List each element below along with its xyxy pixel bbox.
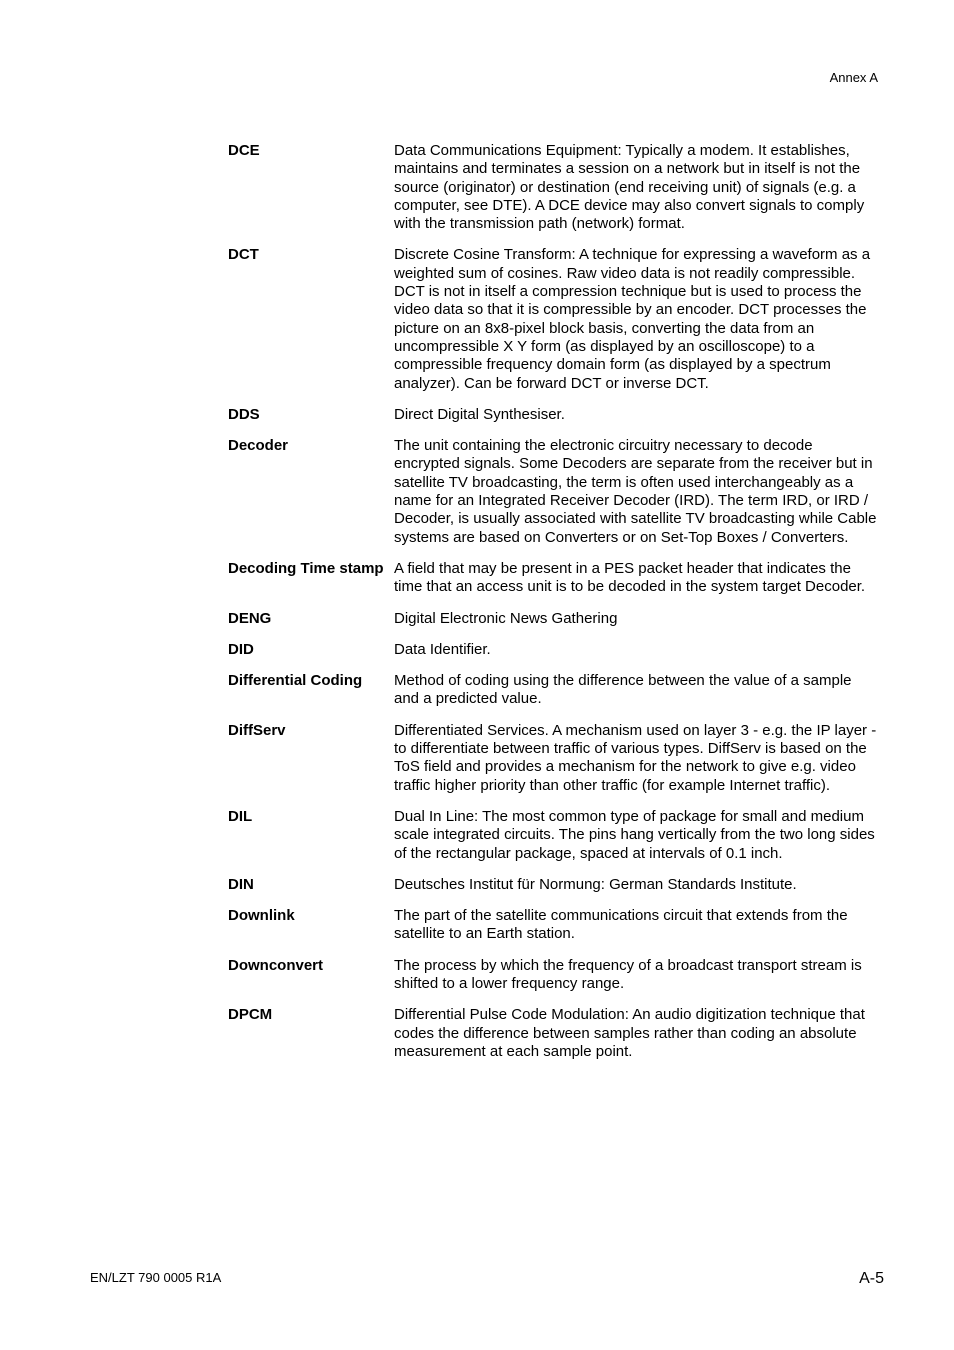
glossary-term: DIN — [228, 875, 254, 893]
glossary-term: DCE — [228, 142, 260, 159]
glossary-entry — [228, 641, 880, 659]
glossary-definition: The unit containing the electronic circuitry necessary to decode encrypted signals. Some Decoders are separate from the receiver but in satellite TV broadcasting, the term is often used interchangeably as a name for an Integrated Receiver Decoder (IRD). The term IRD, or IRD / Decoder, is usually associated with satellite TV broadcasting while Cable systems are based on Converters or on Set-Top Boxes / Converters. — [394, 437, 877, 546]
glossary-definition: Direct Digital Synthesiser. — [394, 405, 565, 423]
glossary-term: Decoder — [228, 437, 289, 455]
glossary-definition: The part of the satellite communications circuit that extends from the satellite to an Earth station. — [394, 907, 848, 943]
document-id: EN/LZT 790 0005 R1A — [90, 1270, 222, 1285]
glossary-definition: Data Communications Equipment: Typically a modem. It establishes, maintains and terminates a session on a network but in itself is not the source (originator) or destination (end receiving unit) of signals (e.g. a computer, see DTE). A DCE device may also convert signals to comply with the transmission path (network) format. — [394, 142, 865, 233]
glossary-entry — [228, 610, 880, 628]
glossary-definition: Differentiated Services. A mechanism used on layer 3 - e.g. the IP layer - to differentiate between traffic of various types. DiffServ is based on the ToS field and provides a mechanism for the network to give e.g. video traffic higher priority than other traffic (for example Internet traffic). — [394, 721, 877, 794]
running-header: Annex A — [829, 70, 878, 85]
glossary-entry — [228, 246, 880, 392]
glossary-definition: A field that may be present in a PES packet header that indicates the time that an access unit is to be decoded in the system target Decoder. — [394, 559, 866, 596]
glossary-term: DID — [228, 640, 254, 658]
glossary-entry — [228, 560, 880, 597]
glossary-definition: Method of coding using the difference between the value of a sample and a predicted value. — [394, 672, 852, 708]
glossary-term: DiffServ — [228, 721, 286, 739]
glossary-term: DDS — [228, 405, 260, 423]
glossary-list — [228, 142, 880, 1074]
glossary-term: DCT — [228, 246, 259, 264]
glossary-definition: Data Identifier. — [394, 640, 491, 658]
glossary-entry — [228, 957, 880, 994]
glossary-definition: The process by which the frequency of a broadcast transport stream is shifted to a lower frequency range. — [394, 956, 862, 992]
glossary-definition: Dual In Line: The most common type of package for small and medium scale integrated circuits. The pins hang vertically from the two long sides of the rectangular package, spaced at intervals of 0.1 inch. — [394, 807, 875, 862]
glossary-term: Differential Coding — [228, 672, 363, 690]
glossary-entry — [228, 876, 880, 894]
glossary-entry — [228, 672, 880, 709]
glossary-definition: Deutsches Institut für Normung: German Standards Institute. — [394, 875, 797, 893]
glossary-entry — [228, 142, 880, 233]
glossary-term: Downconvert — [228, 956, 324, 974]
glossary-term: Downlink — [228, 907, 295, 925]
glossary-term: DENG — [228, 609, 272, 627]
glossary-entry — [228, 808, 880, 863]
page-number: A-5 — [859, 1270, 884, 1287]
glossary-term: DIL — [228, 807, 253, 825]
glossary-definition: Differential Pulse Code Modulation: An audio digitization technique that codes the difference between samples rather than coding an absolute measurement at each sample point. — [394, 1006, 865, 1060]
glossary-entry — [228, 722, 880, 795]
glossary-entry — [228, 437, 880, 547]
glossary-entry — [228, 907, 880, 944]
glossary-term: DPCM — [228, 1006, 273, 1024]
glossary-entry — [228, 1006, 880, 1061]
glossary-entry — [228, 406, 880, 424]
glossary-term: Decoding Time stamp — [228, 559, 384, 577]
glossary-definition: Digital Electronic News Gathering — [394, 609, 618, 627]
glossary-definition: Discrete Cosine Transform: A technique for expressing a waveform as a weighted sum of cosines. Raw video data is not readily compressible. DCT is not in itself a compression technique but is used to process the video data so that it is compressible by an encoder. DCT processes the picture on an 8x8-pixel block basis, converting the data from an uncompressible X Y form (as displayed by an oscilloscope) to a compressible frequency domain form (as displayed by a spectrum analyzer). Can be forward DCT or inverse DCT. — [394, 246, 871, 392]
